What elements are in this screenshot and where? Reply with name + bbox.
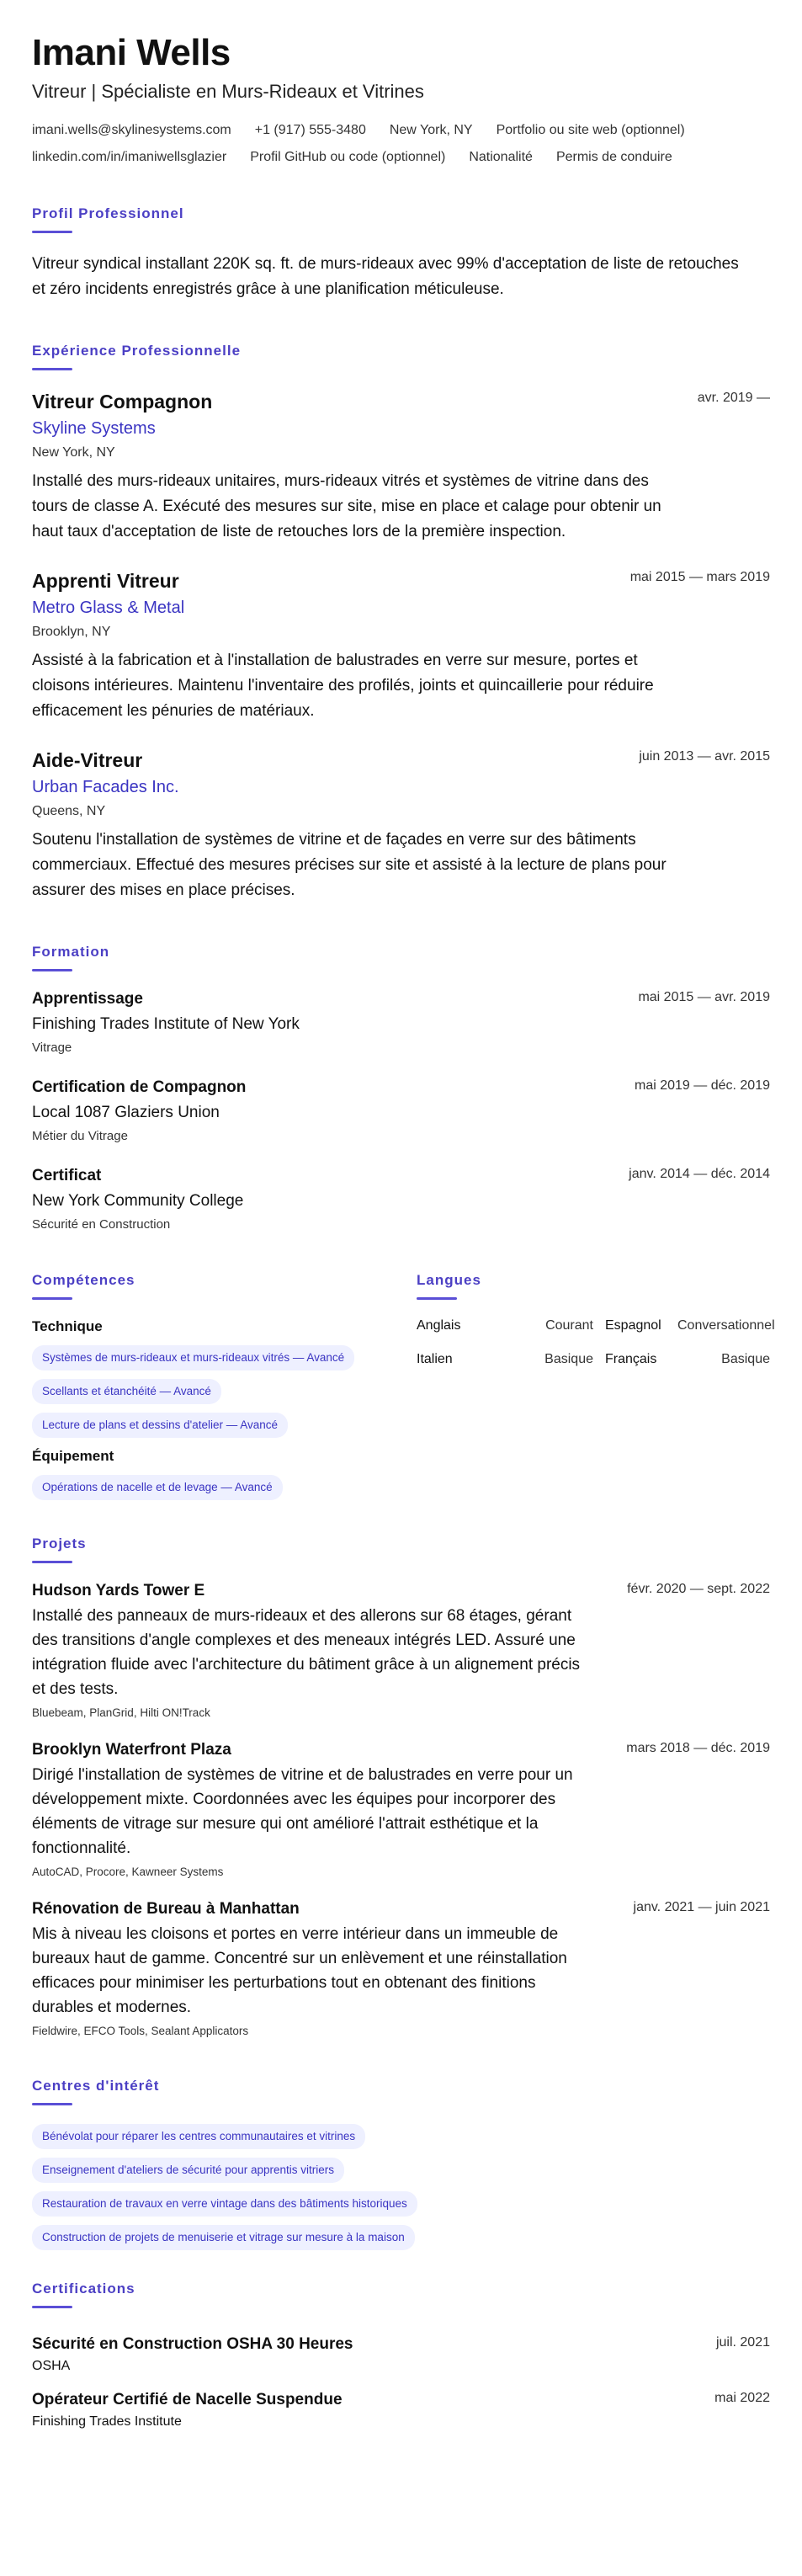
candidate-headline: Vitreur | Spécialiste en Murs-Rideaux et Vitrines — [32, 81, 424, 102]
candidate-name: Imani Wells — [32, 32, 231, 73]
skill-group-title: Technique — [32, 1318, 103, 1334]
project-tools: Fieldwire, EFCO Tools, Sealant Applicators — [32, 2025, 249, 2037]
job-title: Aide-Vitreur — [32, 749, 143, 771]
project-entry — [32, 1741, 770, 1878]
skill-chip: Opérations de nacelle et de levage — Avancé — [32, 1475, 283, 1500]
education-field: Métier du Vitrage — [32, 1129, 128, 1143]
language-name: Français — [605, 1352, 657, 1366]
section-divider — [32, 1561, 72, 1563]
skill-group-title: Équipement — [32, 1448, 114, 1464]
contact-email[interactable]: imani.wells@skylinesystems.com — [32, 123, 231, 137]
job-date: avr. 2019 — — [697, 391, 770, 405]
job-company: Metro Glass & Metal — [32, 599, 185, 617]
skill-group — [32, 1448, 385, 1500]
experience-section — [32, 343, 770, 903]
job-date: mai 2015 — mars 2019 — [629, 570, 770, 584]
languages-section — [417, 1272, 775, 1510]
skill-group — [32, 1318, 385, 1438]
skill-chip: Lecture de plans et dessins d'atelier — Avancé — [32, 1413, 288, 1438]
education-date: janv. 2014 — déc. 2014 — [629, 1167, 770, 1181]
language-level: Basique — [544, 1352, 593, 1366]
certification-entry — [32, 2335, 770, 2374]
job-date: juin 2013 — avr. 2015 — [639, 749, 770, 764]
language-name: Italien — [417, 1352, 453, 1366]
job-location: New York, NY — [32, 445, 115, 460]
language-name: Espagnol — [605, 1318, 661, 1333]
job-title: Apprenti Vitreur — [32, 570, 179, 592]
section-divider — [32, 1297, 72, 1300]
education-section — [32, 944, 770, 1232]
project-tools: Bluebeam, PlanGrid, Hilti ON!Track — [32, 1706, 210, 1719]
job-description: Installé des murs-rideaux unitaires, murs-rideaux vitrés et systèmes de vitrine dans des tours de classe A. Exécuté des mesures sur site, mise en place et calage pour obtenir un haut taux d'acceptation de liste de retouches lors de la première inspection. — [32, 472, 661, 540]
section-title: Langues — [417, 1272, 481, 1288]
certification-name: Opérateur Certifié de Nacelle Suspendue — [32, 2391, 343, 2408]
section-title: Profil Professionnel — [32, 205, 184, 221]
job-location: Brooklyn, NY — [32, 625, 111, 639]
contact-license: Permis de conduire — [555, 150, 672, 164]
job-location: Queens, NY — [32, 804, 106, 818]
certification-entry — [32, 2391, 770, 2430]
project-name: Rénovation de Bureau à Manhattan — [32, 1900, 300, 1918]
skills-languages-row — [32, 1272, 775, 1510]
project-date: janv. 2021 — juin 2021 — [633, 1900, 770, 1914]
section-title: Expérience Professionnelle — [32, 343, 242, 359]
job-entry — [32, 389, 770, 545]
language-name: Anglais — [417, 1318, 461, 1333]
project-description: Mis à niveau les cloisons et portes en verre intérieur dans un immeuble de bureaux haut de gamme. Concentré sur un enlèvement et une réinstallation efficaces pour minimiser les perturbations tout en obtenant des finitions durables et modernes. — [32, 1925, 567, 2016]
section-divider — [32, 368, 72, 370]
education-school: New York Community College — [32, 1192, 244, 1210]
education-school: Local 1087 Glaziers Union — [32, 1104, 220, 1121]
profile-section — [32, 205, 770, 302]
certification-name: Sécurité en Construction OSHA 30 Heures — [32, 2335, 353, 2353]
education-date: mai 2019 — déc. 2019 — [635, 1078, 770, 1093]
project-name: Brooklyn Waterfront Plaza — [32, 1741, 231, 1759]
language-level: Basique — [721, 1352, 770, 1366]
certification-date: mai 2022 — [714, 2391, 770, 2405]
section-divider — [32, 2306, 72, 2308]
interest-chip: Restauration de travaux en verre vintage dans des bâtiments historiques — [32, 2191, 417, 2217]
education-school: Finishing Trades Institute of New York — [32, 1015, 300, 1033]
section-title: Certifications — [32, 2281, 135, 2297]
education-entry — [32, 1078, 770, 1143]
education-field: Vitrage — [32, 1041, 72, 1055]
job-company: Skyline Systems — [32, 419, 156, 438]
project-entry — [32, 1582, 770, 1719]
certification-date: juil. 2021 — [715, 2335, 770, 2350]
skill-chip: Systèmes de murs-rideaux et murs-rideaux vitrés — Avancé — [32, 1345, 354, 1370]
project-tools: AutoCAD, Procore, Kawneer Systems — [32, 1865, 224, 1878]
certification-issuer: OSHA — [32, 2359, 71, 2373]
section-divider — [32, 231, 72, 233]
job-entry — [32, 568, 770, 724]
language-level: Conversationnel — [677, 1318, 775, 1333]
job-entry — [32, 748, 770, 903]
section-title: Compétences — [32, 1272, 135, 1288]
section-divider — [417, 1297, 457, 1300]
contact-github[interactable]: Profil GitHub ou code (optionnel) — [250, 150, 446, 164]
projects-section — [32, 1535, 770, 2037]
project-date: mars 2018 — déc. 2019 — [626, 1741, 770, 1755]
education-entry — [32, 990, 770, 1055]
contact-linkedin[interactable]: linkedin.com/in/imaniwellsglazier — [32, 150, 227, 164]
contact-location: New York, NY — [389, 123, 473, 137]
certification-issuer: Finishing Trades Institute — [32, 2414, 182, 2429]
resume-header — [32, 32, 770, 165]
interest-chip: Bénévolat pour réparer les centres communautaires et vitrines — [32, 2124, 365, 2149]
interests-section — [32, 2078, 770, 2250]
section-title: Centres d'intérêt — [32, 2078, 160, 2094]
language-list — [417, 1318, 775, 1367]
contact-phone[interactable]: +1 (917) 555-3480 — [254, 123, 366, 137]
profile-summary: Vitreur syndical installant 220K sq. ft. de murs-rideaux avec 99% d'acceptation de liste de retouches et zéro incidents enregistrés grâce à une planification méticuleuse. — [32, 255, 739, 298]
education-degree: Certification de Compagnon — [32, 1078, 247, 1096]
education-date: mai 2015 — avr. 2019 — [638, 990, 770, 1004]
project-entry — [32, 1900, 770, 2037]
section-title: Projets — [32, 1535, 87, 1551]
interest-chip: Construction de projets de menuiserie et vitrage sur mesure à la maison — [32, 2225, 415, 2250]
skill-chip: Scellants et étanchéité — Avancé — [32, 1379, 221, 1404]
project-date: févr. 2020 — sept. 2022 — [627, 1582, 770, 1596]
interest-chip: Enseignement d'ateliers de sécurité pour apprentis vitriers — [32, 2158, 344, 2183]
job-company: Urban Facades Inc. — [32, 778, 179, 796]
project-description: Installé des panneaux de murs-rideaux et des allerons sur 68 étages, gérant des transitions d'angle complexes et des meneaux intégrés LED. Assuré une intégration fluide avec l'architecture du bâtiment grâce à un alignement précis et des tests. — [32, 1607, 581, 1698]
section-divider — [32, 2103, 72, 2105]
project-name: Hudson Yards Tower E — [32, 1582, 205, 1599]
contact-portfolio[interactable]: Portfolio ou site web (optionnel) — [496, 123, 685, 137]
contact-nationality: Nationalité — [469, 150, 533, 164]
certifications-section — [32, 2281, 770, 2430]
education-field: Sécurité en Construction — [32, 1217, 171, 1232]
job-description: Assisté à la fabrication et à l'installation de balustrades en verre sur mesure, portes et cloisons intérieures. Maintenu l'inventaire des profilés, joints et quincaillerie pour réduire efficacement les pénuries de matériaux. — [32, 652, 654, 720]
job-description: Soutenu l'installation de systèmes de vitrine et de façades en verre sur des bâtiments commerciaux. Effectué des mesures précises sur site et assisté à la lecture de plans pour assurer des mises en place précises. — [32, 831, 667, 899]
skills-section — [32, 1272, 385, 1510]
contact-list — [32, 123, 773, 165]
education-entry — [32, 1167, 770, 1232]
section-divider — [32, 969, 72, 971]
project-description: Dirigé l'installation de systèmes de vitrine et de balustrades en verre pour un développement mixte. Coordonnées avec les équipes pour incorporer des éléments de vitrage sur mesure qui ont amélioré l'attrait esthétique et la fonctionnalité. — [32, 1766, 573, 1857]
section-title: Formation — [32, 944, 110, 960]
job-title: Vitreur Compagnon — [32, 391, 213, 412]
education-degree: Certificat — [32, 1167, 102, 1184]
language-level: Courant — [545, 1318, 593, 1333]
education-degree: Apprentissage — [32, 990, 143, 1008]
